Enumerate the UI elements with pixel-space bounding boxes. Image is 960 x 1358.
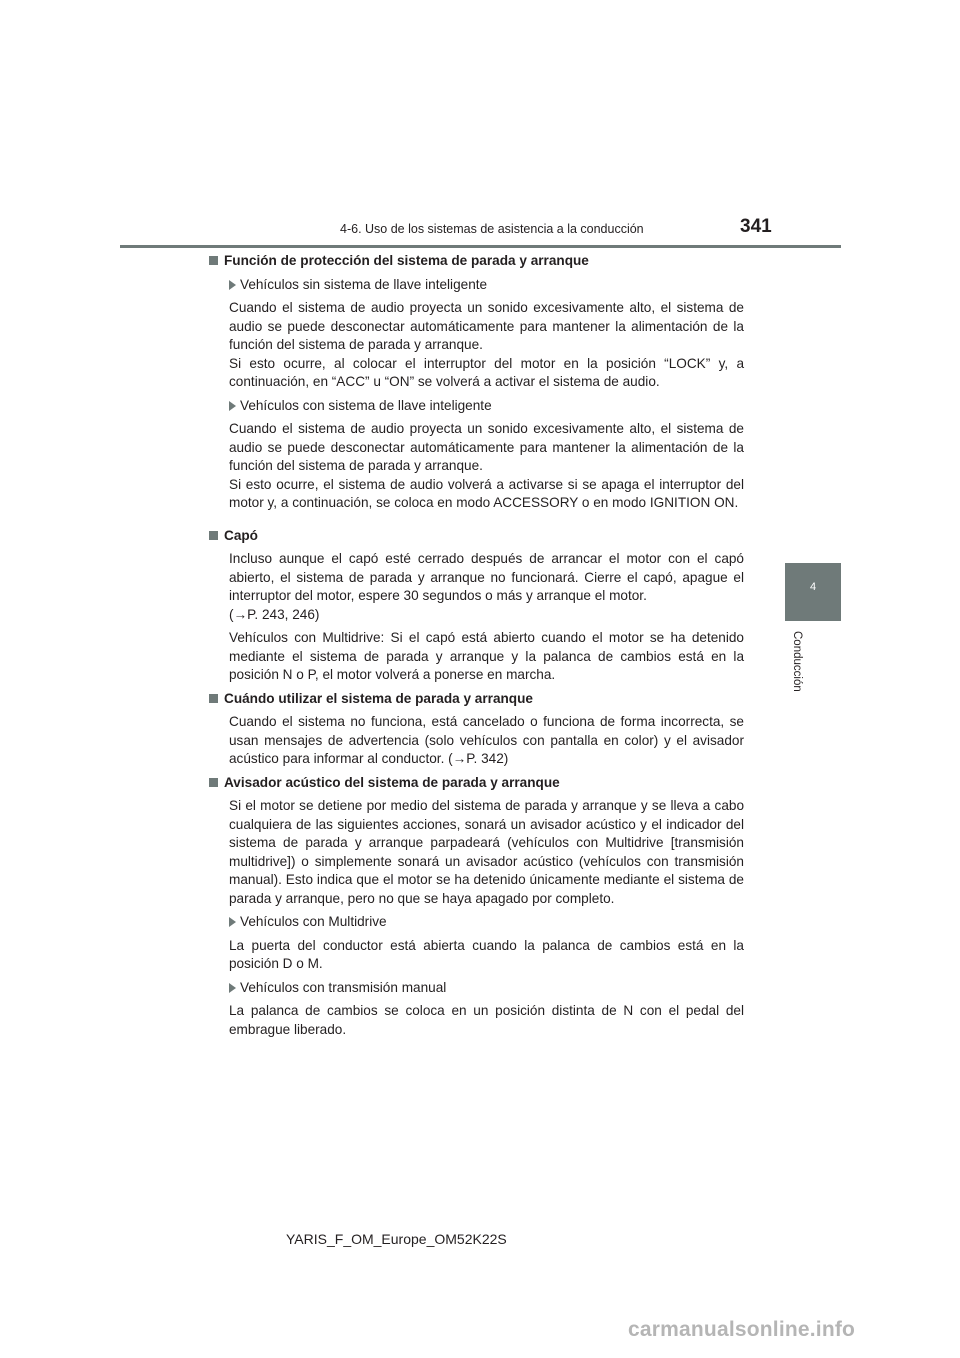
paragraph: La palanca de cambios se coloca en un posición distinta de N con el pedal del embrague liberado. (229, 1003, 744, 1037)
chapter-tab[interactable] (785, 563, 841, 621)
page-number: 341 (740, 216, 772, 237)
page-content (209, 252, 744, 1044)
section-heading (209, 690, 744, 709)
square-bullet-icon (209, 778, 218, 787)
sub-heading (229, 979, 744, 998)
triangle-arrow-icon (229, 917, 236, 927)
paragraph: Vehículos con Multidrive: Si el capó está abierto cuando el motor se ha detenido mediante el sistema de parada y arranque y la palanca de cambios está en la posición N o P, el motor volverá a ponerse en marcha. (229, 630, 744, 682)
header-divider (120, 245, 841, 248)
paragraph: Si el motor se detiene por medio del sistema de parada y arranque y se lleva a cabo cualquiera de las siguientes acciones, sonará un avisador acústico y el indicador del sistema de parada y arranque parpadeará (vehículos con Multidrive [transmisión multidrive]) o simplemente sonará un avisador acústico (vehículos con transmisión manual). Esto indica que el motor se ha detenido únicamente mediante el sistema de parada y arranque, pero no que se haya apagado por completo. (229, 798, 744, 906)
paragraph: Incluso aunque el capó esté cerrado después de arrancar el motor con el capó abierto, el sistema de parada y arranque no funcionará. Cierre el capó, apague el interruptor del motor, espere 30 segundos o más y arranque el motor. (→P. 243, 246) (229, 551, 744, 622)
sub-heading (229, 397, 744, 416)
paragraph: Cuando el sistema de audio proyecta un sonido excesivamente alto, el sistema de audio se puede desconectar automáticamente para mantener la alimentación de la función del sistema de parada y arranque. Si esto ocurre, el sistema de audio volverá a activarse si se apaga el interruptor del motor y, a continuación, se coloca en modo ACCESSORY o en modo IGNITION ON. (229, 421, 744, 510)
sub-heading (229, 913, 744, 932)
heading-text: Avisador acústico del sistema de parada y arranque (224, 774, 560, 790)
sub-heading-text: Vehículos con Multidrive (240, 914, 387, 929)
section-heading (209, 774, 744, 793)
sub-heading-text: Vehículos con transmisión manual (240, 979, 447, 995)
triangle-arrow-icon (229, 280, 236, 290)
chapter-label: Conducción (791, 631, 803, 692)
section-heading (209, 527, 744, 546)
paragraph: Cuando el sistema no funciona, está cancelado o funciona de forma incorrecta, se usan mensajes de advertencia (solo vehículos con pantalla en color) y el avisador acústico para informar al conductor. (→P. 342) (229, 714, 744, 766)
section-title: 4-6. Uso de los sistemas de asistencia a la conducción (340, 222, 644, 236)
heading-text: Función de protección del sistema de parada y arranque (224, 253, 589, 268)
sub-heading-text: Vehículos con sistema de llave inteligente (240, 397, 492, 413)
triangle-arrow-icon (229, 983, 236, 993)
square-bullet-icon (209, 256, 218, 265)
chapter-number: 4 (809, 581, 817, 593)
heading-text: Cuándo utilizar el sistema de parada y arranque (224, 690, 533, 706)
sub-heading-text: Vehículos sin sistema de llave inteligente (240, 276, 488, 292)
paragraph: La puerta del conductor está abierta cuando la palanca de cambios está en la posición D o M. (229, 937, 744, 971)
triangle-arrow-icon (229, 401, 236, 411)
square-bullet-icon (209, 694, 218, 703)
paragraph: Cuando el sistema de audio proyecta un sonido excesivamente alto, el sistema de audio se puede desconectar automáticamente para mantener la alimentación de la función del sistema de parada y arranque. Si esto ocurre, al colocar el interruptor del motor en la posición “LOCK” y, a continuación, en “ACC” u “ON” se volverá a activar el sistema de audio. (229, 300, 744, 389)
watermark: carmanualsonline.info (628, 1318, 856, 1341)
square-bullet-icon (209, 531, 218, 540)
document-code: YARIS_F_OM_Europe_OM52K22S (286, 1231, 507, 1247)
section-heading (209, 252, 744, 271)
heading-text: Capó (224, 527, 258, 543)
sub-heading (229, 276, 744, 295)
